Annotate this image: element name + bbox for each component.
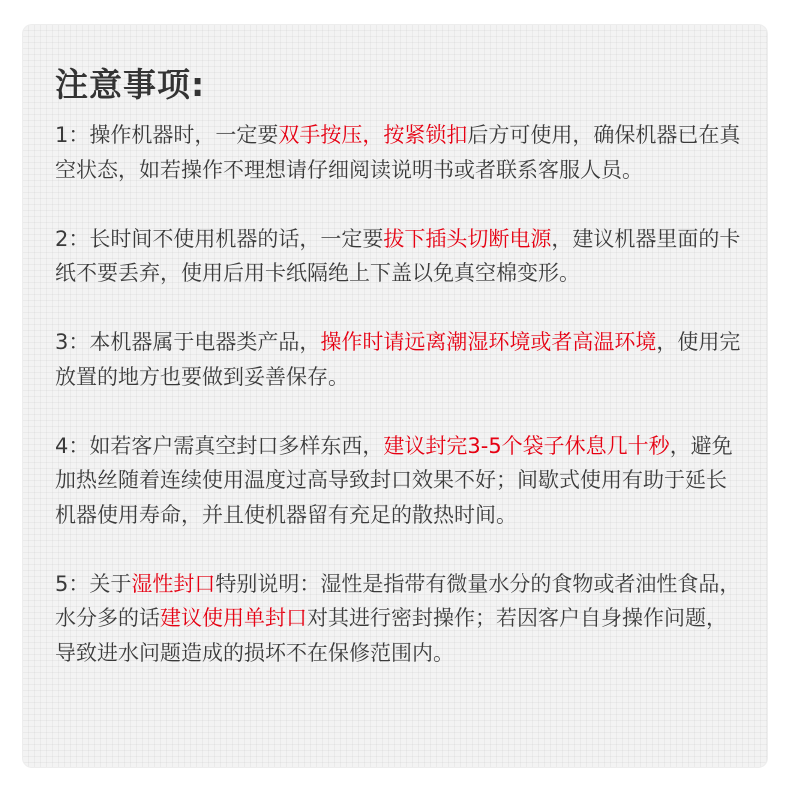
notice-item-4 (55, 429, 745, 533)
notice-item-5-text-2: 特别说明：湿性是指带有微量水分的食物或者油性食品，水分多的话 (55, 571, 741, 630)
notice-item-5-highlight-1: 湿性封口 (131, 571, 216, 596)
notice-item-5-text-1: 5：关于 (55, 571, 132, 596)
notice-item-5-highlight-2: 建议使用单封口 (160, 606, 307, 630)
notice-item-3-highlight: 操作时请远离潮湿环境或者高温环境 (320, 330, 657, 354)
notice-item-1 (55, 118, 745, 187)
notice-item-1-text-1: 1：操作机器时，一定要 (55, 123, 279, 147)
notice-item-2 (55, 222, 745, 291)
notice-item-3-text-1: 3：本机器属于电器类产品， (55, 330, 321, 354)
notice-item-2-text-1: 2：长时间不使用机器的话，一定要 (55, 226, 384, 251)
notice-item-3-text-2: ，使用完放置的地方也要做到妥善保存。 (55, 330, 741, 389)
notice-item-2-highlight: 拔下插头切断电源 (383, 226, 552, 251)
notice-item-4-text-2: ，避免加热丝随着连续使用温度过高导致封口效果不好；间歇式使用有助于延长机器使用寿命，并且使机器留有充足的散热时间。 (55, 433, 733, 527)
notice-item-3 (55, 325, 745, 394)
notice-item-4-highlight: 建议封完3-5个袋子休息几十秒 (383, 433, 670, 458)
notice-item-2-text-2: ，建议机器里面的卡纸不要丢弃，使用后用卡纸隔绝上下盖以免真空棉变形。 (55, 226, 741, 285)
notice-item-1-text-2: 后方可使用，确保机器已在真空状态，如若操作不理想请仔细阅读说明书或者联系客服人员。 (55, 123, 741, 182)
notice-item-5 (55, 567, 745, 671)
notice-item-4-text-1: 4：如若客户需真空封口多样东西， (55, 433, 384, 458)
notice-item-5-text-3: 对其进行密封操作；若因客户自身操作问题，导致进水问题造成的损坏不在保修范围内。 (55, 606, 727, 665)
notice-item-1-highlight: 双手按压，按紧锁扣 (278, 123, 468, 147)
notice-content (55, 118, 745, 670)
notice-title: 注意事项: (55, 65, 206, 104)
